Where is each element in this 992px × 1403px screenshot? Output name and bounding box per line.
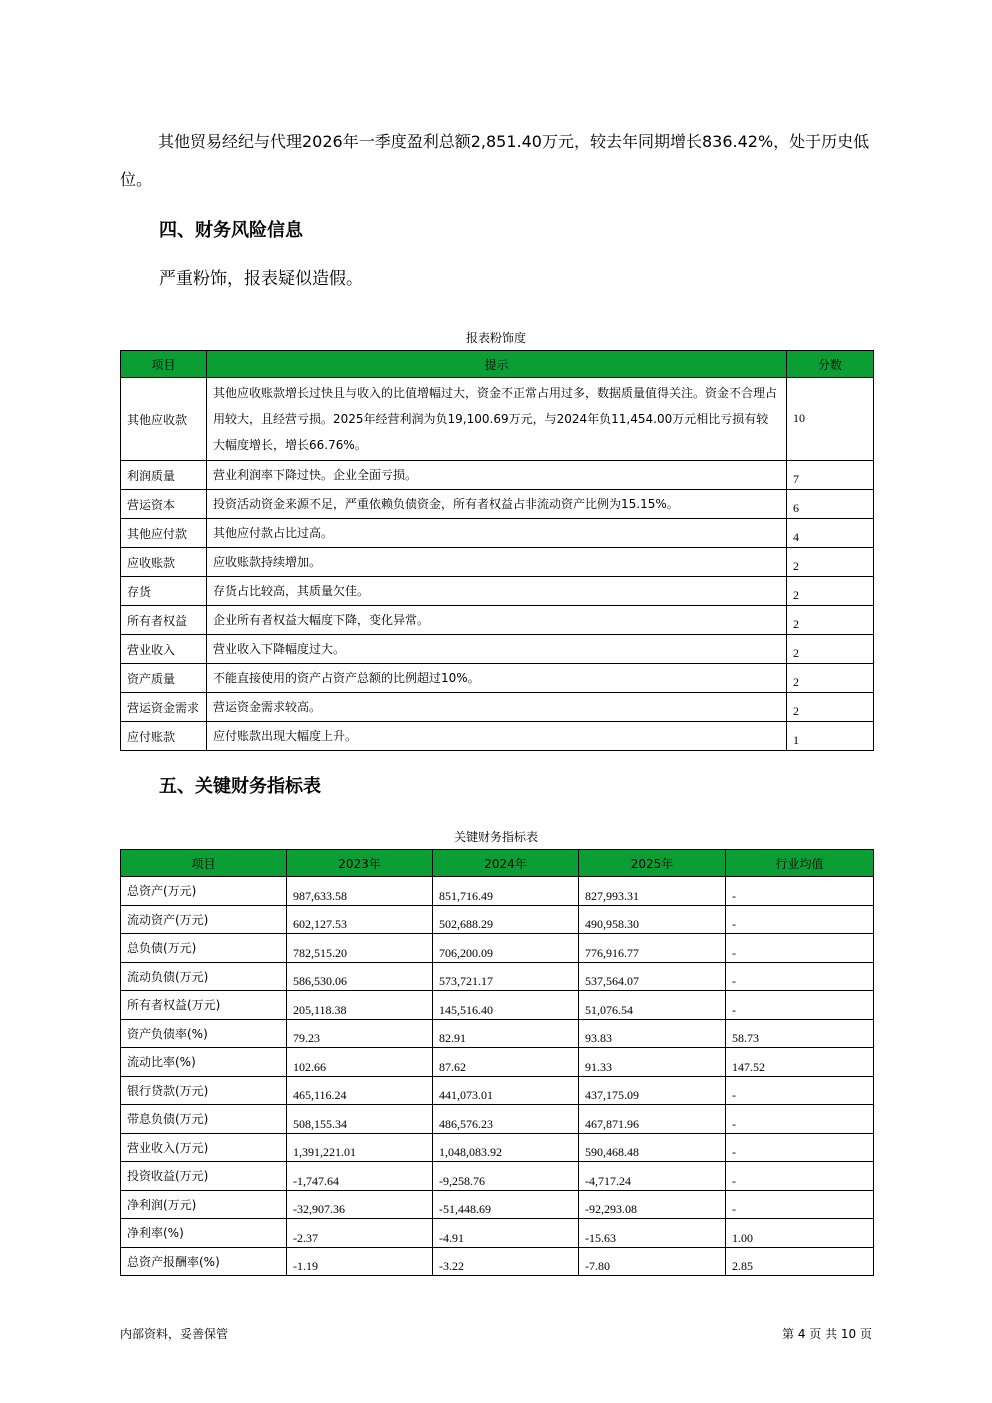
indicator-name-cell: 营业收入(万元) — [121, 1133, 287, 1162]
industry-avg-cell: 147.52 — [726, 1048, 874, 1077]
indicator-name-cell: 资产负债率(%) — [121, 1019, 287, 1048]
industry-avg-cell: - — [726, 991, 874, 1020]
value-2025-cell: -15.63 — [579, 1219, 726, 1248]
value-2024-cell: -51,448.69 — [433, 1190, 579, 1219]
table-row — [121, 378, 874, 461]
risk-table-header — [121, 351, 874, 378]
value-2025-cell: -92,293.08 — [579, 1190, 726, 1219]
value-2024-cell: 82.91 — [433, 1019, 579, 1048]
risk-score-cell: 2 — [787, 635, 874, 664]
value-2023-cell: 782,515.20 — [287, 934, 433, 963]
risk-hint-cell: 营业利润率下降过快。企业全面亏损。 — [207, 461, 787, 490]
section-4-title: 四、财务风险信息 — [159, 220, 303, 241]
table-row — [121, 877, 874, 906]
value-2023-cell: 508,155.34 — [287, 1105, 433, 1134]
value-2023-cell: -1,747.64 — [287, 1162, 433, 1191]
footer-confidential-note: 内部资料，妥善保管 — [120, 1327, 229, 1341]
risk-score-cell: 7 — [787, 461, 874, 490]
risk-score-cell: 2 — [787, 664, 874, 693]
table-row — [121, 905, 874, 934]
risk-score-cell: 4 — [787, 519, 874, 548]
industry-avg-cell: - — [726, 877, 874, 906]
indicator-name-cell: 所有者权益(万元) — [121, 991, 287, 1020]
value-2023-cell: 586,530.06 — [287, 962, 433, 991]
value-2024-cell: 851,716.49 — [433, 877, 579, 906]
indicator-name-cell: 总资产(万元) — [121, 877, 287, 906]
industry-avg-cell: 1.00 — [726, 1219, 874, 1248]
indicator-name-cell: 流动资产(万元) — [121, 905, 287, 934]
value-2023-cell: 602,127.53 — [287, 905, 433, 934]
value-2023-cell: -1.19 — [287, 1247, 433, 1276]
table-row — [121, 519, 874, 548]
value-2025-cell: 590,468.48 — [579, 1133, 726, 1162]
risk-item-cell: 存货 — [121, 577, 207, 606]
industry-avg-cell: - — [726, 962, 874, 991]
table-row — [121, 1048, 874, 1077]
value-2025-cell: 93.83 — [579, 1019, 726, 1048]
risk-table — [120, 350, 874, 751]
indicator-name-cell: 带息负债(万元) — [121, 1105, 287, 1134]
value-2025-cell: 51,076.54 — [579, 991, 726, 1020]
table-1-caption: 报表粉饰度 — [465, 331, 526, 345]
header-industry-avg: 行业均值 — [726, 850, 874, 877]
risk-item-cell: 营业收入 — [121, 635, 207, 664]
risk-hint-cell: 不能直接使用的资产占资产总额的比例超过10%。 — [207, 664, 787, 693]
value-2024-cell: 706,200.09 — [433, 934, 579, 963]
value-2024-cell: 145,516.40 — [433, 991, 579, 1020]
risk-score-cell: 6 — [787, 490, 874, 519]
value-2024-cell: 486,576.23 — [433, 1105, 579, 1134]
value-2024-cell: 441,073.01 — [433, 1076, 579, 1105]
risk-score-cell: 2 — [787, 577, 874, 606]
industry-avg-cell: - — [726, 934, 874, 963]
risk-hint-cell: 营运资金需求较高。 — [207, 693, 787, 722]
header-score: 分数 — [787, 351, 874, 378]
page-number: 第 4 页 共 10 页 — [782, 1327, 872, 1341]
table-2-caption: 关键财务指标表 — [453, 830, 538, 844]
value-2024-cell: -9,258.76 — [433, 1162, 579, 1191]
value-2024-cell: -4.91 — [433, 1219, 579, 1248]
table-row — [121, 577, 874, 606]
risk-item-cell: 应付账款 — [121, 722, 207, 751]
industry-avg-cell: - — [726, 1076, 874, 1105]
table-row — [121, 722, 874, 751]
indicators-table-header — [121, 850, 874, 877]
risk-score-cell: 10 — [787, 378, 874, 461]
value-2023-cell: 465,116.24 — [287, 1076, 433, 1105]
value-2023-cell: 79.23 — [287, 1019, 433, 1048]
financial-indicators-table — [120, 849, 874, 1276]
value-2025-cell: 537,564.07 — [579, 962, 726, 991]
indicator-name-cell: 银行贷款(万元) — [121, 1076, 287, 1105]
table-row — [121, 1219, 874, 1248]
table-row — [121, 635, 874, 664]
value-2023-cell: 1,391,221.01 — [287, 1133, 433, 1162]
table-row — [121, 548, 874, 577]
table-row — [121, 1076, 874, 1105]
indicator-name-cell: 净利率(%) — [121, 1219, 287, 1248]
table-row — [121, 664, 874, 693]
risk-hint-cell: 存货占比较高，其质量欠佳。 — [207, 577, 787, 606]
value-2023-cell: -32,907.36 — [287, 1190, 433, 1219]
value-2025-cell: 91.33 — [579, 1048, 726, 1077]
table-row — [121, 1019, 874, 1048]
table-row — [121, 693, 874, 722]
industry-avg-cell: - — [726, 1133, 874, 1162]
risk-item-cell: 营运资金需求 — [121, 693, 207, 722]
risk-item-cell: 其他应收款 — [121, 378, 207, 461]
value-2024-cell: -3.22 — [433, 1247, 579, 1276]
value-2025-cell: 467,871.96 — [579, 1105, 726, 1134]
risk-hint-cell: 其他应付款占比过高。 — [207, 519, 787, 548]
value-2025-cell: 437,175.09 — [579, 1076, 726, 1105]
table-row — [121, 962, 874, 991]
industry-avg-cell: - — [726, 1162, 874, 1191]
value-2025-cell: 490,958.30 — [579, 905, 726, 934]
risk-item-cell: 所有者权益 — [121, 606, 207, 635]
intro-paragraph: 其他贸易经纪与代理2026年一季度盈利总额2,851.40万元，较去年同期增长836.42%，处于历史低位。 — [120, 132, 870, 189]
value-2025-cell: 827,993.31 — [579, 877, 726, 906]
value-2025-cell: 776,916.77 — [579, 934, 726, 963]
industry-avg-cell: 2.85 — [726, 1247, 874, 1276]
header-2023: 2023年 — [287, 850, 433, 877]
table-row — [121, 490, 874, 519]
value-2023-cell: 102.66 — [287, 1048, 433, 1077]
section-4-summary: 严重粉饰，报表疑似造假。 — [159, 269, 363, 289]
table-row — [121, 1162, 874, 1191]
table-row — [121, 1105, 874, 1134]
table-row — [121, 461, 874, 490]
risk-item-cell: 营运资本 — [121, 490, 207, 519]
table-row — [121, 934, 874, 963]
industry-avg-cell: - — [726, 1105, 874, 1134]
table-row — [121, 991, 874, 1020]
value-2023-cell: -2.37 — [287, 1219, 433, 1248]
value-2024-cell: 1,048,083.92 — [433, 1133, 579, 1162]
table-row — [121, 1133, 874, 1162]
indicator-name-cell: 投资收益(万元) — [121, 1162, 287, 1191]
value-2023-cell: 987,633.58 — [287, 877, 433, 906]
indicator-name-cell: 净利润(万元) — [121, 1190, 287, 1219]
header-hint: 提示 — [207, 351, 787, 378]
indicator-name-cell: 总负债(万元) — [121, 934, 287, 963]
risk-hint-cell: 其他应收账款增长过快且与收入的比值增幅过大，资金不正常占用过多，数据质量值得关注。资金不合理占用较大，且经营亏损。2025年经营利润为负19,100.69万元，与2024年负11,454.00万元相比亏损有较大幅度增长，增长66.76%。 — [207, 378, 787, 461]
indicator-name-cell: 流动负债(万元) — [121, 962, 287, 991]
industry-avg-cell: 58.73 — [726, 1019, 874, 1048]
value-2024-cell: 502,688.29 — [433, 905, 579, 934]
risk-score-cell: 2 — [787, 548, 874, 577]
risk-hint-cell: 营业收入下降幅度过大。 — [207, 635, 787, 664]
header-2024: 2024年 — [433, 850, 579, 877]
value-2025-cell: -4,717.24 — [579, 1162, 726, 1191]
risk-item-cell: 其他应付款 — [121, 519, 207, 548]
indicator-name-cell: 流动比率(%) — [121, 1048, 287, 1077]
table-row — [121, 1247, 874, 1276]
risk-score-cell: 2 — [787, 693, 874, 722]
table-row — [121, 606, 874, 635]
industry-avg-cell: - — [726, 905, 874, 934]
industry-avg-cell: - — [726, 1190, 874, 1219]
value-2023-cell: 205,118.38 — [287, 991, 433, 1020]
value-2025-cell: -7.80 — [579, 1247, 726, 1276]
risk-hint-cell: 投资活动资金来源不足，严重依赖负债资金，所有者权益占非流动资产比例为15.15%。 — [207, 490, 787, 519]
indicator-name-cell: 总资产报酬率(%) — [121, 1247, 287, 1276]
header-item: 项目 — [121, 850, 287, 877]
value-2024-cell: 87.62 — [433, 1048, 579, 1077]
header-2025: 2025年 — [579, 850, 726, 877]
value-2024-cell: 573,721.17 — [433, 962, 579, 991]
risk-item-cell: 利润质量 — [121, 461, 207, 490]
risk-hint-cell: 企业所有者权益大幅度下降，变化异常。 — [207, 606, 787, 635]
risk-item-cell: 资产质量 — [121, 664, 207, 693]
risk-score-cell: 2 — [787, 606, 874, 635]
risk-score-cell: 1 — [787, 722, 874, 751]
risk-item-cell: 应收账款 — [121, 548, 207, 577]
risk-hint-cell: 应付账款出现大幅度上升。 — [207, 722, 787, 751]
table-row — [121, 1190, 874, 1219]
section-5-title: 五、关键财务指标表 — [159, 776, 321, 797]
header-item: 项目 — [121, 351, 207, 378]
risk-hint-cell: 应收账款持续增加。 — [207, 548, 787, 577]
